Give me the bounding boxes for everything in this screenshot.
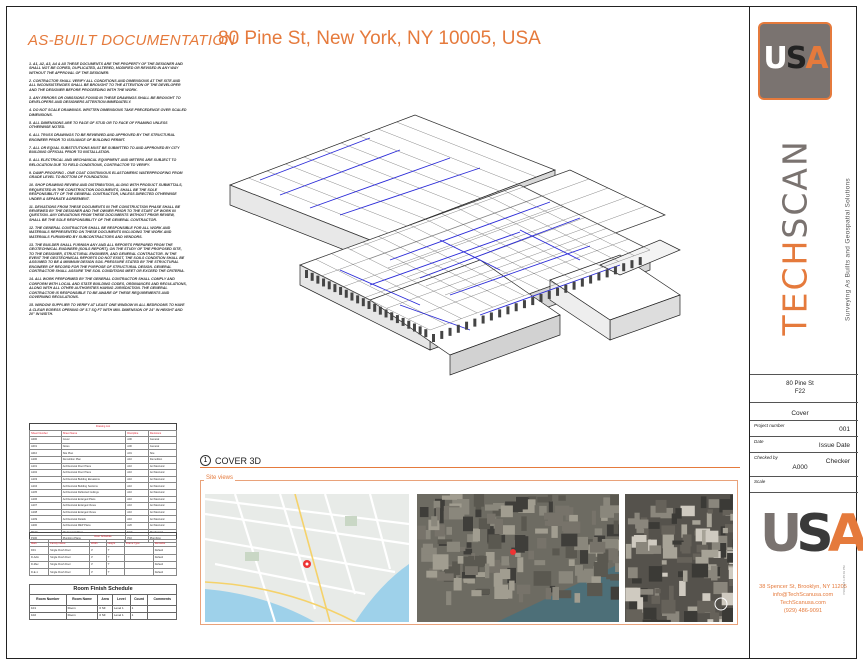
table-cell: Cover <box>61 437 125 444</box>
table-cell: Architectural <box>148 476 176 483</box>
table-cell: Site <box>148 450 176 457</box>
table-cell: Architectural <box>148 503 176 510</box>
table-cell: Mechanical Plans <box>61 529 125 536</box>
general-note: 11. DEVIATIONS FROM THESE DOCUMENTS IN THE CONSTRUCTION PHASE SHALL BE REVIEWED BY THE DESIGNER AND THE OWNER PRIOR TO THE START OF WORK IN QUESTION. ANY DEVIATIONS FROM THESE DOCUMENTS WITHOUT PRIOR REVIEW, SHALL BE THE SOLE RESPONSIBILITY OF THE GENERAL CONTRACTOR. <box>29 204 181 222</box>
tb-divider <box>750 374 858 375</box>
general-note: 6. ALL TRUSS DRAWINGS TO BE REVIEWED AND APPROVED BY THE STRUCTURAL ENGINEER PRIOR TO ISSUANCE OF BUILDING PERMIT. <box>29 133 176 142</box>
general-note: 2. CONTRACTOR SHALL VERIFY ALL CONDITIONS AND DIMENSIONS AT THE SITE AND ALL INCONSISTENCIES SHALL BE BROUGHT TO THE ATTENTION OF THE DEVELOPER AND THE DESIGNER BEFORE PROCEEDING WITH THE WORK. <box>29 78 181 92</box>
project-number-row <box>754 423 850 435</box>
drawing-list-table <box>29 423 177 543</box>
column-header: Width <box>89 540 106 547</box>
table-cell: A100 <box>30 456 62 463</box>
column-header: Family Name <box>49 540 90 547</box>
table-cell: Demolition Plan <box>61 456 125 463</box>
table-row <box>30 470 177 477</box>
table-cell: A106 <box>30 496 62 503</box>
table-caption: Door Schedule <box>94 534 112 538</box>
table-row <box>30 443 177 450</box>
column-header: Discipline <box>126 430 149 437</box>
street-map-view[interactable] <box>205 494 409 622</box>
logo-letter-a: A <box>805 41 827 76</box>
table-row <box>30 456 177 463</box>
table-cell: Architectural Enlarged Views <box>61 509 125 516</box>
table-cell: Architectural <box>148 483 176 490</box>
project-name-block <box>750 380 850 396</box>
table-cell: Default <box>153 561 176 568</box>
date-value: Issue Date <box>818 442 850 449</box>
table-cell: Level 1 <box>112 613 130 620</box>
tb-divider <box>750 402 858 403</box>
table-cell: Site Plan <box>61 450 125 457</box>
column-header: Comments <box>148 595 177 606</box>
table-cell: 7' <box>106 561 124 568</box>
table-row <box>30 516 177 523</box>
column-header: Sheet Number <box>30 430 62 437</box>
general-notes <box>29 62 187 320</box>
table-cell: A10 <box>126 483 149 490</box>
table-cell: Single Flush Door <box>49 568 90 575</box>
table-cell: 7' <box>106 554 124 561</box>
date-row <box>754 439 850 451</box>
column-header: Level <box>112 595 130 606</box>
table-cell <box>124 568 153 575</box>
table-cell: Architectural <box>148 489 176 496</box>
general-note: 8. ALL ELECTRICAL AND MECHANICAL EQUIPMENT AND METERS ARE SUBJECT TO RELOCATION DUE TO FIELD CONDITIONS, CONTRACTOR TO VERIFY. <box>29 158 177 167</box>
table-cell: D01 <box>30 547 49 554</box>
logo-letter-s: S <box>796 504 828 564</box>
table-cell: Architectural Building Elevations <box>61 476 125 483</box>
tb-divider <box>750 476 858 477</box>
table-row <box>30 489 177 496</box>
table-cell <box>124 547 153 554</box>
general-note: 7. ALL OR EQUAL SUBSTITUTIONS MUST BE SUBMITTED TO AND APPROVED BY CITY BUILDING OFFICIAL PRIOR TO INSTALLATION. <box>29 145 180 155</box>
table-cell: Default <box>153 554 176 561</box>
table-caption: Drawing List <box>95 425 111 429</box>
table-cell: Notes <box>61 443 125 450</box>
table-row <box>30 450 177 457</box>
view-title: COVER 3D <box>215 455 262 466</box>
table-cell: 101 <box>30 606 67 613</box>
sheet-number: A000 <box>792 464 808 471</box>
building-3d-model[interactable] <box>220 90 690 440</box>
techscan-wordmark <box>776 136 815 336</box>
table-cell: 3' <box>89 554 106 561</box>
table-row <box>30 568 177 575</box>
column-header: Revisions <box>148 430 176 437</box>
general-note: 9. DAMP-PROOFING - ONE COAT CONTINUOUS ELASTOMERIC WATERPROOFING FROM GRADE LEVEL TO BOTTOM OF FOUNDATION. <box>29 170 183 180</box>
view-number: 1 <box>200 455 211 466</box>
general-note: 3. ANY ERRORS OR OMISSIONS FOUND IN THESE DRAWINGS SHALL BE BROUGHT TO DEVELOPERS AND DESIGNERS ATTENTION IMMEDIATELY. <box>29 95 181 105</box>
table-cell: P10 <box>126 536 149 543</box>
table-cell: M100 <box>30 529 62 536</box>
table-row <box>30 483 177 490</box>
table-row <box>30 554 177 561</box>
usa-logo-badge <box>758 22 832 100</box>
table-cell: A107 <box>30 503 62 510</box>
table-cell: 3' <box>89 561 106 568</box>
project-number-value: 001 <box>839 426 850 433</box>
table-cell: A101 <box>30 463 62 470</box>
table-row <box>30 547 177 554</box>
table-cell: A103 <box>30 476 62 483</box>
table-cell: 102 <box>30 613 67 620</box>
brand-tagline: Surveying As Builts and Geospatial Solutions <box>844 178 852 321</box>
column-header: Mark <box>30 540 49 547</box>
table-cell: Architectural Floor Plans <box>61 470 125 477</box>
table-cell: A10 <box>126 516 149 523</box>
general-note: 13. THE BUILDER SHALL FURNISH ANY AND ALL REPORTS PREPARED FROM THE GEOTECHNICAL ENGINEER (SOILS REPORT), ON THE STUDY OF THE PROPOSED SITE, TO THE DESIGNER, STRUCTURAL ENGINEER, AND GENERAL CONTRACTOR. IN THE EVENT THE GEOTECHNICAL REPORTS DO NOT EXIST, THE SOILS CONDITION SHALL BE ASSUMED TO BE A MINIMUM DESIGN SOIL PRESSURE STATED BY THE STRUCTURAL ENGINEER OF RECORD FOR THE PURPOSE OF STRUCTURAL DESIGN. GENERAL CONTRACTOR SHALL ASSURE THE SOIL CONDITIONS MEET OR EXCEED THE CRITERIA. <box>29 242 185 274</box>
table-cell: 1 <box>130 606 148 613</box>
table-cell: Architectural <box>148 463 176 470</box>
table-cell: A10 <box>126 503 149 510</box>
view-title-underline <box>200 467 740 468</box>
table-cell: Architectural <box>148 509 176 516</box>
column-header: Frame Type <box>124 540 153 547</box>
logo-letter-s: S <box>785 41 806 76</box>
table-cell: Architectural Enlarged Views <box>61 503 125 510</box>
table-cell: 7' <box>106 547 124 554</box>
table-cell: Room <box>66 606 98 613</box>
tb-divider <box>750 492 858 493</box>
table-row <box>30 503 177 510</box>
print-timestamp: 7/10/2024 1:45:01 PM <box>842 565 846 595</box>
aerial-map-view[interactable] <box>625 494 733 622</box>
table-cell: A01 <box>126 450 149 457</box>
table-row <box>30 476 177 483</box>
satellite-map-view[interactable] <box>417 494 619 622</box>
table-cell: A108 <box>30 509 62 516</box>
table-cell: General <box>148 443 176 450</box>
view-label <box>200 455 261 466</box>
contact-phone[interactable]: (929) 486-9091 <box>783 608 823 614</box>
door-schedule-table <box>29 532 177 576</box>
table-cell: A001 <box>30 443 62 450</box>
table-cell: Architectural <box>148 516 176 523</box>
scale-label: Scale <box>754 479 766 484</box>
logo-letter-u: U <box>763 41 786 76</box>
table-cell <box>124 561 153 568</box>
table-cell: A109 <box>30 516 62 523</box>
logo-letter-u: U <box>760 504 797 564</box>
table-cell: Architectural <box>148 470 176 477</box>
table-cell: Architectural Enlarged Plans <box>61 496 125 503</box>
column-header: Count <box>130 595 148 606</box>
table-cell: M10 <box>126 529 149 536</box>
table-cell: Architectural <box>148 496 176 503</box>
table-cell: Room <box>66 613 98 620</box>
table-cell: Plumbing Plans <box>61 536 125 543</box>
table-cell: A000 <box>30 437 62 444</box>
table-row <box>30 509 177 516</box>
brand-scan: SCAN <box>775 139 815 239</box>
table-cell: A10 <box>126 476 149 483</box>
project-sub: F22 <box>794 389 806 395</box>
table-cell: Demolition <box>148 456 176 463</box>
table-cell: Level 1 <box>112 606 130 613</box>
table-cell: D-Mec <box>30 561 49 568</box>
table-cell: A10 <box>126 489 149 496</box>
table-cell: Architectural <box>148 522 176 529</box>
column-header: Room Name <box>66 595 98 606</box>
table-cell: 0 SF <box>98 613 113 620</box>
room-finish-schedule-table <box>29 584 177 620</box>
contact-website[interactable]: TechScanusa.com <box>780 600 826 606</box>
table-cell: Architectural Reflected Ceilings <box>61 489 125 496</box>
table-cell: A10 <box>126 463 149 470</box>
contact-address: 38 Spencer St, Brooklyn, NY 11205 <box>759 584 847 590</box>
contact-info <box>750 583 856 615</box>
logo-letter-a: A <box>827 504 862 564</box>
table-cell: A10 <box>126 509 149 516</box>
brand-tech: TECH <box>775 238 815 336</box>
table-cell: Mechanical <box>148 529 176 536</box>
table-cell: 3' <box>89 568 106 575</box>
column-header: Height <box>106 540 124 547</box>
table-cell: A10 <box>126 470 149 477</box>
scale-row <box>754 479 850 491</box>
general-note: 14. ALL WORK PERFORMED BY THE GENERAL CONTRACTOR SHALL COMPLY AND CONFORM WITH LOCAL AND STATE BUILDING CODES, ORDINANCES AND REGULATIONS, ALONG WITH ALL OTHER AUTHORITIES HAVING JURISDICTION. THE GENERAL CONTRACTOR IS RESPONSIBLE TO BE AWARE OF THESE REQUIREMENTS AND GOVERNING REGULATIONS. <box>29 277 187 299</box>
usa-logo-large <box>760 504 862 564</box>
table-cell: General <box>148 437 176 444</box>
table-cell: Architectural Details <box>61 516 125 523</box>
table-row <box>30 561 177 568</box>
table-cell: 1 <box>130 613 148 620</box>
table-cell: Plumbing <box>148 536 176 543</box>
table-row <box>30 463 177 470</box>
table-cell: Single Flush Door <box>49 547 90 554</box>
table-row <box>30 606 177 613</box>
table-cell: Default <box>153 547 176 554</box>
project-address: 80 Pine St, New York, NY 10005, USA <box>218 28 541 49</box>
column-header: Sheet Name <box>61 430 125 437</box>
general-note: 1. A1, A2, A3, A4 & A5 THESE DOCUMENTS ARE THE PROPERTY OF THE DESIGNER AND SHALL NOT BE COPIED, DUPLICATED, ALTERED, MODIFIED OR REVISED IN ANY WAY WITHOUT THE APPROVAL OF THE DESIGNER. <box>29 62 183 75</box>
table-row <box>30 496 177 503</box>
table-cell: P100 <box>30 536 62 543</box>
general-note: 5. ALL DIMENSIONS ARE TO FACE OF STUD OR TO FACE OF FRAMING UNLESS OTHERWISE NOTED. <box>29 120 168 130</box>
general-note: 4. DO NOT SCALE DRAWINGS. WRITTEN DIMENSIONS TAKE PRECEDENCE OVER SCALED DIMENSIONS. <box>29 108 187 117</box>
tb-divider <box>750 420 858 421</box>
site-views-label: Site views <box>206 475 234 481</box>
table-cell: A10 <box>126 496 149 503</box>
checked-value: Checker <box>825 458 850 465</box>
table-cell: Architectural Floor Plans <box>61 463 125 470</box>
table-cell: A20 <box>126 522 149 529</box>
column-header: Remarks <box>153 540 176 547</box>
date-label: Date <box>754 439 764 444</box>
table-row <box>30 613 177 620</box>
sheet-name: Cover <box>791 410 809 417</box>
title-block <box>749 6 862 659</box>
table-cell: A10 <box>126 456 149 463</box>
table-cell: 3' <box>89 547 106 554</box>
table-cell: Single Flush Door <box>49 561 90 568</box>
table-cell: D-E-1 <box>30 568 49 575</box>
table-cell: 0 SF <box>98 606 113 613</box>
contact-email[interactable]: info@TechScanusa.com <box>772 592 834 598</box>
table-cell <box>148 613 177 620</box>
column-header: Area <box>98 595 113 606</box>
table-cell: A00 <box>126 443 149 450</box>
table-cell: Architectural Building Sections <box>61 483 125 490</box>
table-cell: A00 <box>126 437 149 444</box>
general-note: 10. SHOP DRAWING REVIEW AND DISTRIBUTION, ALONG WITH PRODUCT SUBMITTALS, REQUESTED IN THE CONSTRUCTION DOCUMENTS, SHALL BE THE SOLE RESPONSIBILITY OF THE GENERAL CONTRACTOR, UNLESS DIRECTED OTHERWISE UNDER A SEPARATE AGREEMENT. <box>29 183 183 201</box>
table-cell: 7' <box>106 568 124 575</box>
general-note: 12. THE GENERAL CONTRACTOR SHALL BE RESPONSIBLE FOR ALL WORK AND MATERIALS REPRESENTED ON THESE DOCUMENTS INCLUDING THE WORK AND MATERIALS FURNISHED BY SUBCONTRACTORS AND VENDORS. <box>29 225 172 239</box>
table-cell: Architectural MEP Plans <box>61 522 125 529</box>
document-title: AS-BUILT DOCUMENTATION <box>28 32 236 49</box>
table-caption: Room Finish Schedule <box>30 585 177 595</box>
table-row <box>30 437 177 444</box>
table-cell: A200 <box>30 522 62 529</box>
table-row <box>30 522 177 529</box>
general-note: 15. WINDOW SUPPLIER TO VERIFY AT LEAST ONE WINDOW IN ALL BEDROOMS TO HAVE A CLEAR EGRESS OPENING OF 5.7 SQ FT WITH MIN. DIMENSION OF 24" IN HEIGHT AND 20" IN WIDTH. <box>29 303 185 316</box>
project-name: 80 Pine St <box>786 381 814 387</box>
table-cell <box>148 606 177 613</box>
table-cell: Default <box>153 568 176 575</box>
table-cell: A102 <box>30 470 62 477</box>
project-number-label: Project number <box>754 423 785 428</box>
tb-divider <box>750 436 858 437</box>
table-cell <box>124 554 153 561</box>
checked-label: Checked by <box>754 455 778 460</box>
table-cell: D-Adm <box>30 554 49 561</box>
tb-divider <box>750 452 858 453</box>
table-cell: A104 <box>30 483 62 490</box>
table-cell: A105 <box>30 489 62 496</box>
column-header: Room Number <box>30 595 67 606</box>
table-cell: Single Flush Door <box>49 554 90 561</box>
table-cell: A010 <box>30 450 62 457</box>
